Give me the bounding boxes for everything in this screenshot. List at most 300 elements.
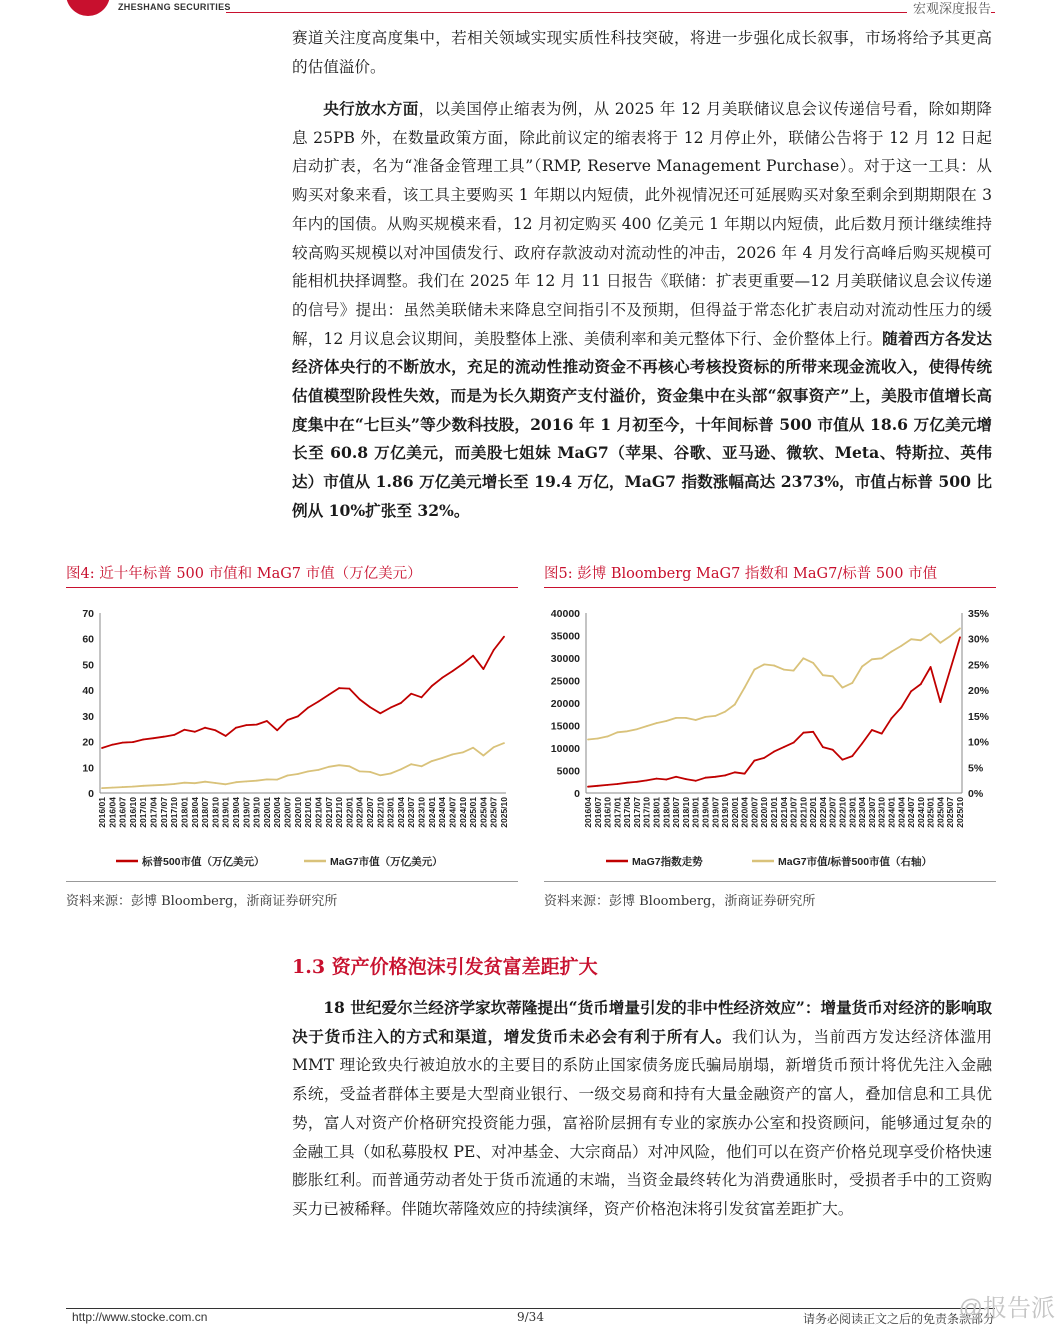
data-point-series-2 — [369, 771, 371, 773]
x-tick-label: 2025/01 — [925, 797, 936, 828]
data-point-series-2 — [338, 764, 340, 766]
data-point-series-2 — [646, 725, 648, 727]
x-tick-label: 2021/07 — [323, 797, 334, 828]
section-title: 1.3 资产价格泡沫引发贫富差距扩大 — [292, 956, 598, 978]
y-tick-label: 40000 — [550, 608, 580, 620]
x-tick-label: 2024/07 — [906, 797, 917, 828]
data-point-series-2 — [482, 755, 484, 757]
x-tick-label: 2021/01 — [769, 797, 779, 828]
x-tick-label: 2020/07 — [282, 797, 293, 828]
y-tick-label: 10000 — [550, 743, 580, 755]
x-tick-label: 2019/10 — [251, 797, 262, 828]
data-point-series-1 — [763, 757, 765, 759]
data-point-series-1 — [675, 776, 677, 778]
watermark: @报告派 — [958, 1295, 1055, 1322]
x-tick-label: 2018/01 — [651, 797, 662, 828]
x-tick-label: 2017/01 — [138, 797, 149, 828]
data-point-series-2 — [410, 763, 412, 765]
data-point-series-2 — [685, 717, 687, 719]
x-tick-label: 2016/10 — [602, 797, 613, 828]
data-point-series-1 — [318, 701, 320, 703]
data-point-series-1 — [297, 715, 299, 717]
footer-url[interactable]: http://www.stocke.com.cn — [72, 1310, 208, 1324]
data-point-series-1 — [328, 694, 330, 696]
x-tick-label: 2023/10 — [416, 797, 427, 828]
x-tick-label: 2021/01 — [303, 797, 314, 828]
y-right-tick-label: 30% — [968, 633, 990, 646]
data-point-series-1 — [871, 729, 873, 731]
data-point-series-2 — [173, 783, 175, 785]
data-point-series-2 — [400, 768, 402, 770]
chart-mag7-index-ratio — [544, 595, 996, 877]
data-point-series-1 — [204, 727, 206, 729]
data-point-series-1 — [462, 663, 464, 665]
data-point-series-1 — [842, 759, 844, 761]
figure-5-source: 资料来源：彭博 Bloomberg，浙商证券研究所 — [544, 894, 816, 909]
data-point-series-2 — [891, 651, 893, 653]
series-line-2 — [588, 628, 960, 739]
data-point-series-2 — [881, 657, 883, 659]
x-tick-label: 2016/04 — [583, 797, 593, 828]
data-point-series-2 — [204, 781, 206, 783]
paragraph-1-text: 赛道关注度高度集中，若相关领域实现实质性科技突破，将进一步强化成长叙事，市场将给予其更高的估值溢价。 — [292, 29, 992, 76]
data-point-series-2 — [493, 746, 495, 748]
y-tick-label: 15000 — [550, 720, 580, 733]
data-point-series-2 — [802, 657, 804, 659]
data-point-series-2 — [949, 635, 951, 637]
x-tick-label: 2019/10 — [720, 797, 731, 828]
x-tick-label: 2021/04 — [778, 797, 789, 828]
paragraph-3-bold: 18 世纪爱尔兰经济学家坎蒂隆提出“货币增量引发的非中性经济效应”：增量货币对经济的影响取决于货币注入的方式和渠道，增发货币未必会有利于所有人。 — [292, 998, 993, 1046]
x-tick-label: 2024/10 — [915, 797, 926, 828]
data-point-series-1 — [793, 742, 795, 744]
data-point-series-1 — [287, 719, 289, 721]
x-tick-label: 2024/01 — [886, 797, 897, 828]
y-tick-label: 25000 — [550, 675, 580, 688]
x-tick-label: 2023/01 — [847, 797, 858, 828]
x-tick-label: 2025/01 — [468, 797, 479, 828]
y-right-tick-label: 20% — [968, 685, 990, 698]
figure-5-rule — [544, 587, 996, 588]
data-point-series-1 — [626, 782, 628, 784]
y-tick-label: 5000 — [556, 765, 580, 778]
x-tick-label: 2022/07 — [365, 797, 375, 828]
x-tick-label: 2021/04 — [313, 797, 324, 828]
data-point-series-2 — [452, 754, 454, 756]
data-point-series-2 — [441, 757, 443, 759]
data-point-series-2 — [959, 628, 961, 630]
data-point-series-1 — [266, 720, 268, 722]
series-line-2 — [102, 743, 504, 788]
data-point-series-2 — [705, 716, 707, 718]
data-point-series-2 — [940, 642, 942, 644]
data-point-series-1 — [452, 670, 454, 672]
data-point-series-1 — [111, 744, 113, 746]
data-point-series-1 — [861, 743, 863, 745]
data-point-series-2 — [636, 728, 638, 730]
report-type: 宏观深度报告 — [907, 0, 991, 17]
x-tick-label: 2024/07 — [447, 797, 458, 828]
x-tick-label: 2023/01 — [385, 797, 396, 828]
figure-5-bottom-rule — [544, 881, 996, 882]
data-point-series-1 — [607, 784, 609, 786]
data-point-series-2 — [462, 751, 464, 753]
data-point-series-1 — [705, 777, 707, 779]
data-point-series-2 — [421, 765, 423, 767]
data-point-series-1 — [822, 746, 824, 748]
data-point-series-2 — [431, 760, 433, 762]
data-point-series-1 — [940, 701, 942, 703]
data-point-series-2 — [379, 774, 381, 776]
data-point-series-2 — [626, 730, 628, 732]
x-tick-label: 2017/04 — [622, 797, 633, 828]
data-point-series-1 — [194, 731, 196, 733]
data-point-series-1 — [503, 636, 505, 638]
data-point-series-2 — [616, 731, 618, 733]
data-point-series-1 — [812, 731, 814, 733]
data-point-series-1 — [276, 729, 278, 731]
x-tick-label: 2017/10 — [169, 797, 180, 828]
data-point-series-1 — [369, 706, 371, 708]
data-point-series-2 — [307, 771, 309, 773]
x-tick-label: 2020/04 — [272, 797, 283, 828]
data-point-series-1 — [153, 737, 155, 739]
legend-label-2: MaG7市值/标普500市值（右轴） — [778, 856, 933, 868]
x-tick-label: 2025/10 — [499, 797, 509, 828]
data-point-series-1 — [920, 683, 922, 685]
x-tick-label: 2018/07 — [671, 797, 682, 828]
data-point-series-1 — [636, 781, 638, 783]
x-tick-label: 2025/10 — [955, 797, 965, 828]
data-point-series-1 — [173, 734, 175, 736]
data-point-series-2 — [122, 786, 124, 788]
x-tick-label: 2025/07 — [945, 797, 956, 828]
page-header — [0, 0, 1061, 18]
data-point-series-2 — [714, 715, 716, 717]
x-tick-label: 2017/07 — [631, 797, 642, 828]
data-point-series-2 — [328, 766, 330, 768]
data-point-series-1 — [656, 778, 658, 780]
legend-label-1: 标普500市值（万亿美元） — [142, 856, 265, 868]
data-point-series-2 — [101, 787, 103, 789]
x-tick-label: 2022/01 — [808, 797, 819, 828]
y-tick-label: 0 — [88, 788, 94, 800]
figure-4-rule — [66, 587, 518, 588]
data-point-series-2 — [754, 669, 756, 671]
x-tick-label: 2020/01 — [729, 797, 740, 828]
data-point-series-2 — [665, 720, 667, 722]
data-point-series-2 — [225, 783, 227, 785]
x-tick-label: 2024/04 — [896, 797, 907, 828]
x-tick-label: 2016/01 — [97, 797, 107, 828]
data-point-series-2 — [675, 717, 677, 719]
series-line-1 — [588, 637, 960, 786]
data-point-series-2 — [184, 782, 186, 784]
data-point-series-1 — [881, 733, 883, 735]
data-point-series-2 — [348, 765, 350, 767]
y-right-tick-label: 0% — [968, 788, 984, 800]
data-point-series-1 — [891, 717, 893, 719]
y-tick-label: 20000 — [550, 698, 580, 710]
x-tick-label: 2021/07 — [788, 797, 799, 828]
x-tick-label: 2021/10 — [334, 797, 345, 828]
data-point-series-2 — [163, 784, 165, 786]
data-point-series-1 — [685, 778, 687, 780]
chart-sp500-mag7-market-cap — [66, 595, 518, 877]
y-right-tick-label: 5% — [968, 762, 984, 775]
x-tick-label: 2023/04 — [857, 797, 868, 828]
y-tick-label: 70 — [82, 608, 94, 620]
x-tick-label: 2025/04 — [935, 797, 946, 828]
x-tick-label: 2016/04 — [107, 797, 118, 828]
paragraph-1 — [292, 24, 992, 81]
data-point-series-2 — [910, 638, 912, 640]
x-tick-label: 2018/07 — [200, 797, 211, 828]
data-point-series-2 — [153, 784, 155, 786]
data-point-series-1 — [142, 739, 144, 741]
y-right-tick-label: 35% — [968, 608, 990, 620]
x-tick-label: 2024/04 — [437, 797, 448, 828]
data-point-series-1 — [910, 690, 912, 692]
x-tick-label: 2025/04 — [478, 797, 489, 828]
y-tick-label: 35000 — [550, 630, 580, 643]
data-point-series-2 — [472, 747, 474, 749]
data-point-series-1 — [348, 688, 350, 690]
x-tick-label: 2017/10 — [641, 797, 652, 828]
data-point-series-1 — [390, 707, 392, 709]
data-point-series-1 — [734, 771, 736, 773]
x-tick-label: 2022/04 — [817, 797, 828, 828]
data-point-series-1 — [256, 724, 258, 726]
x-tick-label: 2017/04 — [148, 797, 159, 828]
data-point-series-2 — [503, 742, 505, 744]
y-tick-label: 30000 — [550, 653, 580, 665]
x-tick-label: 2020/07 — [749, 797, 760, 828]
x-tick-label: 2018/10 — [680, 797, 691, 828]
x-tick-label: 2018/01 — [179, 797, 190, 828]
data-point-series-1 — [359, 699, 361, 701]
y-tick-label: 40 — [82, 685, 94, 698]
x-tick-label: 2018/04 — [189, 797, 200, 828]
data-point-series-1 — [616, 783, 618, 785]
x-tick-label: 2016/07 — [117, 797, 128, 828]
data-point-series-2 — [861, 666, 863, 668]
data-point-series-1 — [338, 687, 340, 689]
data-point-series-2 — [656, 722, 658, 724]
data-point-series-1 — [122, 742, 124, 744]
data-point-series-1 — [441, 677, 443, 679]
data-point-series-1 — [400, 702, 402, 704]
x-tick-label: 2022/01 — [344, 797, 355, 828]
paragraph-2-bold: 随着西方各发达经济体央行的不断放水，充足的流动性推动资金不再核心考核投资标的所带来现金流收入，使得传统估值模型阶段性失效，而是为长久期资产支付溢价，资金集中在头部“叙事资产”上，美股市值增长高度集中在“七巨头”等少数科技股，2016 年 1 月初至今，十年间标普 500 市值从 18.6 万亿美元增长至 60.8 万亿美元，而美股七姐妹 MaG7（苹果、谷歌、亚马逊、微软、Meta、特斯拉、英伟达）市值从 1.86 万亿美元增长至 19.4 万亿，MaG7 指数涨幅高达 2373%，市值占标普 500 比例从 10%扩张至 32%。 — [292, 328, 992, 520]
data-point-series-2 — [276, 779, 278, 781]
data-point-series-2 — [587, 739, 589, 741]
x-tick-label: 2024/01 — [426, 797, 437, 828]
data-point-series-1 — [245, 724, 247, 726]
data-point-series-1 — [930, 666, 932, 668]
x-tick-label: 2022/07 — [827, 797, 838, 828]
data-point-series-1 — [225, 735, 227, 737]
data-point-series-2 — [724, 711, 726, 713]
y-tick-label: 20 — [82, 736, 94, 749]
figure-4-title: 图4: 近十年标普 500 市值和 MaG7 市值（万亿美元） — [66, 566, 422, 582]
x-tick-label: 2019/04 — [231, 797, 241, 828]
x-tick-label: 2020/10 — [759, 797, 770, 828]
x-tick-label: 2020/04 — [739, 797, 750, 828]
x-tick-label: 2024/10 — [457, 797, 468, 828]
data-point-series-2 — [744, 687, 746, 689]
legend-label-1: MaG7指数走势 — [632, 856, 703, 868]
data-point-series-2 — [132, 786, 134, 788]
data-point-series-1 — [949, 669, 951, 671]
data-point-series-1 — [132, 741, 134, 743]
footer-disclaimer: 请务必阅读正文之后的免责条款部分 — [802, 1312, 995, 1326]
data-point-series-1 — [379, 712, 381, 714]
data-point-series-1 — [802, 732, 804, 734]
data-point-series-1 — [431, 685, 433, 687]
data-point-series-2 — [900, 645, 902, 647]
data-point-series-2 — [930, 633, 932, 635]
company-logo — [66, 0, 110, 16]
data-point-series-1 — [646, 780, 648, 782]
y-right-tick-label: 15% — [968, 710, 990, 723]
data-point-series-1 — [163, 736, 165, 738]
data-point-series-2 — [359, 771, 361, 773]
y-right-tick-label: 10% — [968, 736, 990, 749]
data-point-series-1 — [832, 749, 834, 751]
data-point-series-2 — [822, 674, 824, 676]
data-point-series-1 — [472, 655, 474, 657]
paragraph-3-text: 我们认为，当前西方发达经济体滥用 MMT 理论致央行被迫放水的主要目的系防止国家债务庞氏骗局崩塌，新增货币预计将优先注入金融系统，受益者群体主要是大型商业银行、一级交易商和持有大量金融资产的富人，叠加信息和工具优势，富人对资产价格研究投资能力强，富裕阶层拥有专业的家族办公室和投资顾问，能够通过复杂的金融工具（如私募股权 PE、对冲基金、大宗商品）对冲风险，他们可以在资产价格兑现享受价格快速膨胀红利。而普通劳动者处于货币流通的末端，当资金最终转化为消费通胀时，受损者手中的工资购买力已被稀释。伴随坎蒂隆效应的持续演绎，资产价格泡沫将引发贫富差距扩大。 — [292, 1027, 992, 1218]
y-tick-label: 0 — [574, 788, 580, 800]
y-tick-label: 60 — [82, 633, 94, 646]
x-tick-label: 2019/04 — [700, 797, 711, 828]
data-point-series-2 — [842, 687, 844, 689]
data-point-series-1 — [235, 727, 237, 729]
x-tick-label: 2019/01 — [220, 797, 231, 828]
series-line-1 — [102, 637, 504, 748]
data-point-series-1 — [410, 693, 412, 695]
x-tick-label: 2023/10 — [876, 797, 887, 828]
data-point-series-2 — [812, 662, 814, 664]
data-point-series-1 — [714, 776, 716, 778]
x-tick-label: 2017/07 — [158, 797, 169, 828]
data-point-series-2 — [245, 781, 247, 783]
data-point-series-1 — [184, 729, 186, 731]
data-point-series-2 — [734, 704, 736, 706]
x-tick-label: 2019/07 — [241, 797, 252, 828]
y-right-tick-label: 25% — [968, 659, 990, 672]
data-point-series-1 — [307, 707, 309, 709]
figure-4-bottom-rule — [66, 881, 518, 882]
x-tick-label: 2019/07 — [710, 797, 721, 828]
x-tick-label: 2022/10 — [837, 797, 848, 828]
data-point-series-2 — [256, 780, 258, 782]
legend-label-2: MaG7市值（万亿美元） — [330, 856, 443, 868]
data-point-series-1 — [587, 786, 589, 788]
data-point-series-2 — [783, 669, 785, 671]
data-point-series-1 — [754, 760, 756, 762]
page-number: 9/34 — [517, 1310, 544, 1324]
x-tick-label: 2022/10 — [375, 797, 386, 828]
data-point-series-1 — [597, 785, 599, 787]
data-point-series-2 — [695, 719, 697, 721]
data-point-series-2 — [793, 670, 795, 672]
data-point-series-2 — [214, 782, 216, 784]
x-tick-label: 2023/07 — [866, 797, 877, 828]
data-point-series-1 — [783, 746, 785, 748]
data-point-series-2 — [920, 639, 922, 641]
y-tick-label: 30 — [82, 710, 94, 723]
data-point-series-1 — [773, 751, 775, 753]
data-point-series-1 — [744, 773, 746, 775]
data-point-series-1 — [724, 775, 726, 777]
paragraph-2-text: ，以美国停止缩表为例，从 2025 年 12 月美联储议息会议传递信号看，除如期降息 25PB 外，在数量政策方面，除此前议定的缩表将于 12 月停止外，联储公告将于 12 月 12 日起启动扩表，名为“准备金管理工具”（RMP, Reserve Management Purchase）。对于这一工具：从购买对象来看，该工具主要购买 1 年期以内短债，此外视情况还可延展购买对象至剩余到期期限在 3 年内的国债。从购买规模来看，12 月初定购买 400 亿美元 1 年期以内短债，此后数月预计继续维持较高购买规模以对冲国债发行、政府存款波动对流动性的冲击，2026 年 4 月发行高峰后购买规模可能相机抉择调整。我们在 2025 年 12 月 11 日报告《联储：扩表更重要—12 月美联储议息会议传递的信号》提出：虽然美联储未来降息空间指引不及预期，但得益于常态化扩表启动对流动性压力的缓解，12 月议息会议期间，美股整体上涨、美债利率和美元整体下行、金价整体上行。 — [292, 100, 992, 348]
paragraph-3 — [292, 994, 992, 1224]
paragraph-2 — [292, 95, 992, 526]
data-point-series-2 — [607, 736, 609, 738]
data-point-series-1 — [214, 729, 216, 731]
data-point-series-2 — [111, 787, 113, 789]
x-tick-label: 2018/10 — [210, 797, 221, 828]
data-point-series-1 — [101, 747, 103, 749]
header-rule — [226, 12, 995, 13]
logo-text: ZHESHANG SECURITIES — [118, 2, 231, 12]
figure-4-source: 资料来源：彭博 Bloomberg，浙商证券研究所 — [66, 894, 338, 909]
data-point-series-1 — [851, 755, 853, 757]
x-tick-label: 2017/01 — [612, 797, 623, 828]
x-tick-label: 2021/10 — [798, 797, 809, 828]
figure-5-title: 图5: 彭博 Bloomberg MaG7 指数和 MaG7/标普 500 市值 — [544, 566, 938, 582]
x-tick-label: 2018/04 — [661, 797, 672, 828]
data-point-series-1 — [421, 696, 423, 698]
data-point-series-2 — [597, 738, 599, 740]
x-tick-label: 2016/07 — [592, 797, 603, 828]
data-point-series-1 — [665, 779, 667, 781]
x-tick-label: 2016/10 — [127, 797, 138, 828]
data-point-series-1 — [959, 636, 961, 638]
data-point-series-2 — [851, 682, 853, 684]
data-point-series-1 — [482, 668, 484, 670]
x-tick-label: 2020/01 — [261, 797, 272, 828]
data-point-series-2 — [871, 658, 873, 660]
x-tick-label: 2023/07 — [406, 797, 417, 828]
x-tick-label: 2025/07 — [488, 797, 499, 828]
data-point-series-2 — [142, 785, 144, 787]
data-point-series-2 — [763, 664, 765, 666]
paragraph-2-lead: 央行放水方面 — [323, 99, 419, 118]
x-tick-label: 2020/10 — [292, 797, 303, 828]
x-tick-label: 2019/01 — [690, 797, 701, 828]
x-tick-label: 2022/04 — [354, 797, 365, 828]
data-point-series-2 — [287, 775, 289, 777]
data-point-series-1 — [695, 780, 697, 782]
data-point-series-2 — [318, 769, 320, 771]
y-tick-label: 50 — [82, 659, 94, 672]
y-tick-label: 10 — [82, 762, 94, 775]
x-tick-label: 2023/04 — [395, 797, 406, 828]
footer-rule — [66, 1308, 995, 1309]
data-point-series-1 — [493, 649, 495, 651]
data-point-series-2 — [390, 773, 392, 775]
data-point-series-2 — [297, 773, 299, 775]
data-point-series-2 — [194, 782, 196, 784]
data-point-series-2 — [266, 778, 268, 780]
data-point-series-1 — [900, 707, 902, 709]
data-point-series-2 — [773, 665, 775, 667]
data-point-series-2 — [235, 781, 237, 783]
data-point-series-2 — [832, 675, 834, 677]
